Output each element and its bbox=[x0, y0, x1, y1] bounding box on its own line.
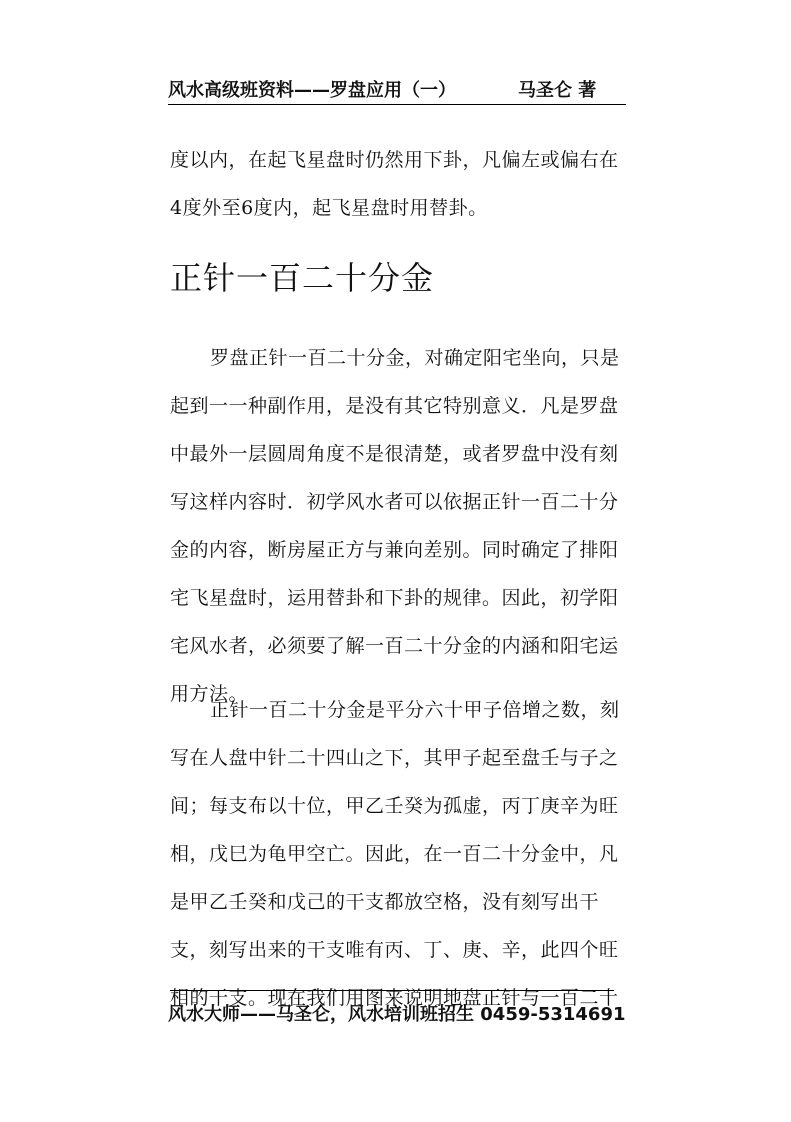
section-title: 正针一百二十分金 bbox=[170, 259, 435, 297]
paragraph-2: 正针一百二十分金是平分六十甲子倍增之数，刻写在人盘中针二十四山之下，其甲子起至盘壬与子之间；每支布以十位，甲乙壬癸为孤虚，丙丁庚辛为旺相，戊巳为龟甲空亡。因此，在一百二十分金中，凡是甲乙壬癸和戊己的干支都放空格，没有刻写出干支，刻写出来的干支唯有丙、丁、庚、辛，此四个旺相的干支。现在我们用图来说明地盘正针与一百二十 bbox=[170, 699, 620, 1009]
header-title: 风水高级班资料——罗盘应用（一） bbox=[168, 80, 456, 101]
header-author: 马圣仑 著 bbox=[518, 80, 597, 101]
paragraph-1: 罗盘正针一百二十分金，对确定阳宅坐向，只是起到一一种副作用，是没有其它特别意义．凡是罗盘中最外一层圆周角度不是很清楚，或者罗盘中没有刻写这样内容时．初学风水者可以依据正针一百二十分金的内容，断房屋正方与兼向差别。同时确定了排阳宅飞星盘时，运用替卦和下卦的规律。因此，初学阳宅风水者，必须要了解一百二十分金的内涵和阳宅运用方法。 bbox=[170, 347, 620, 705]
footer-divider bbox=[170, 990, 614, 991]
page-header bbox=[168, 78, 626, 105]
page-footer: 风水大师——马圣仑，风水培训班招生 0459-5314691 bbox=[168, 1004, 626, 1025]
continuation-paragraph: 度以内，在起飞星盘时仍然用下卦，凡偏左或偏右在4度外至6度内，起飞星盘时用替卦。 bbox=[170, 149, 619, 219]
